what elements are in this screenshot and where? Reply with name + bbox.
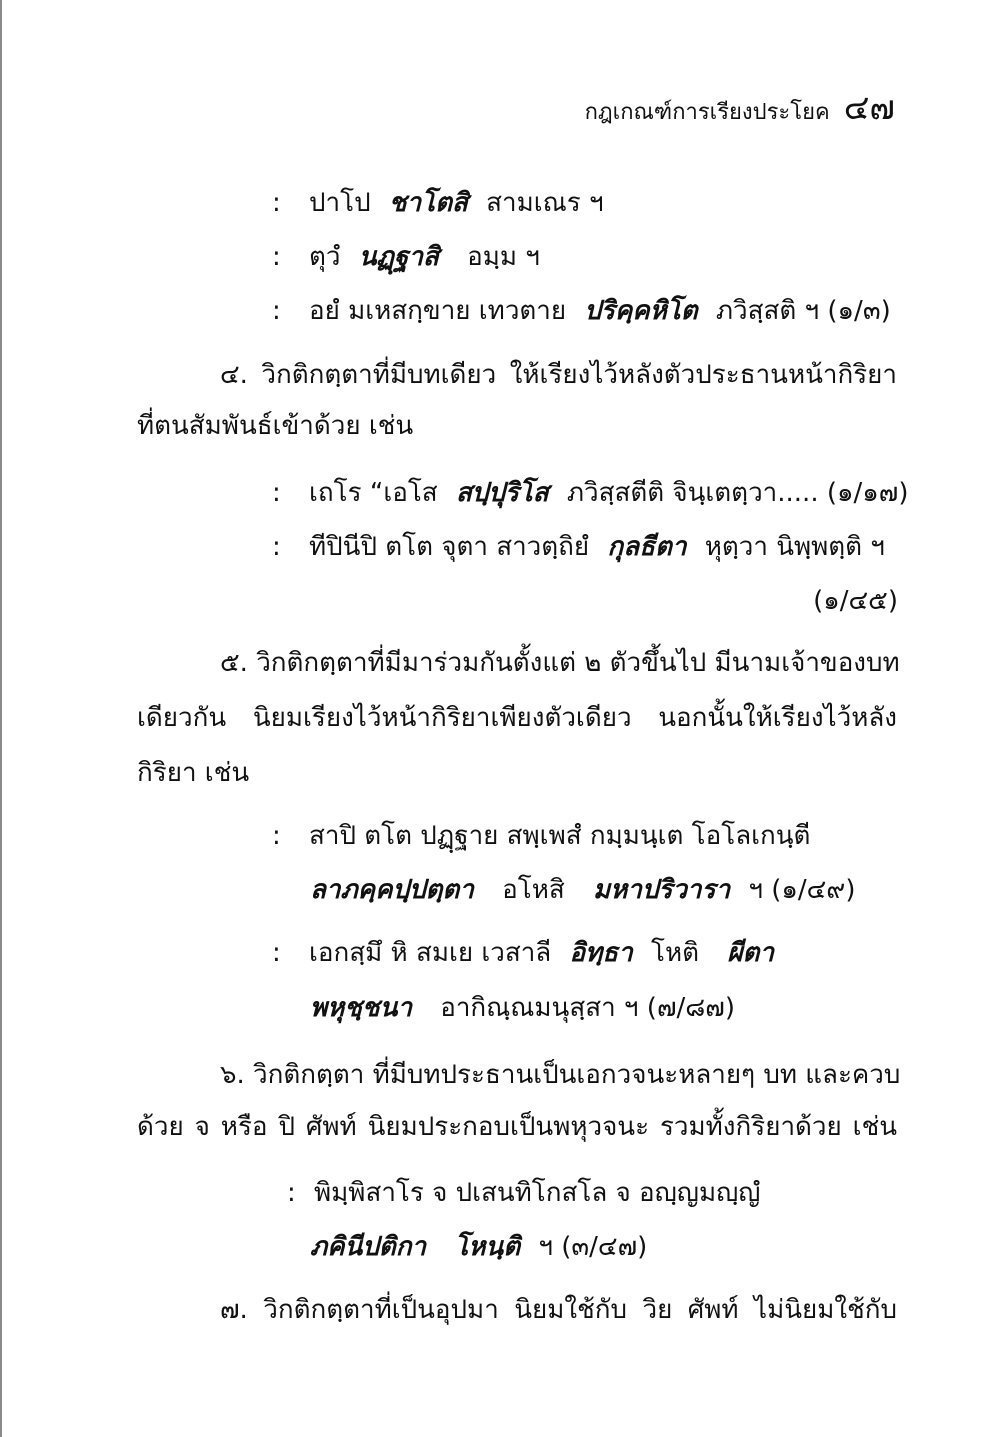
pali-text: เถโร “เอโส	[309, 478, 438, 508]
paragraph-4-line-2: ที่ตนสัมพันธ์เข้าด้วย เช่น	[137, 411, 414, 441]
page-border	[0, 0, 2, 1437]
pali-text: สาปิ ตโต ปฏฺฐาย สพฺเพสํ กมฺมนฺเต โอโลเกนฺตี	[309, 821, 811, 851]
bold-word: อิทฺธา	[569, 938, 633, 968]
paragraph-5-line-1: ๕. วิกติกตฺตาที่มีมาร่วมกันตั้งแต่ ๒ ตัวขึ้นไป มีนามเจ้าของบท	[220, 648, 900, 678]
example-line-4	[272, 473, 908, 513]
paragraph-5-line-3: กิริยา เช่น	[137, 758, 250, 788]
pali-text: อากิณฺณมนุสฺสา ฯ (๗/๘๗)	[440, 993, 736, 1023]
reference-number: (๑/๔๕)	[813, 586, 898, 616]
colon: :	[272, 938, 281, 968]
pali-text: อโหสิ	[502, 875, 565, 905]
pali-text: หุตฺวา นิพฺพตฺติ ฯ	[704, 532, 885, 562]
bold-word: ชาโตสิ	[388, 188, 468, 218]
bold-word: ผีตา	[727, 938, 774, 968]
pali-text: สามเณร ฯ	[486, 188, 604, 218]
colon: :	[272, 242, 281, 272]
pali-text: ภวิสฺสติ ฯ (๑/๓)	[715, 296, 891, 326]
colon: :	[272, 821, 281, 851]
pali-text: อมฺม ฯ	[467, 242, 540, 272]
running-header	[585, 80, 895, 134]
example-line-1	[272, 183, 604, 223]
bold-word: พหุชฺชนา	[310, 993, 412, 1023]
paragraph-4-line-1: ๔. วิกติกตฺตาที่มีบทเดียว ให้เรียงไว้หลังตัวประธานหน้ากิริยา	[220, 360, 897, 390]
pali-text: ฯ (๑/๔๙)	[748, 875, 856, 905]
pali-text: ภวิสฺสตีติ จินฺเตตฺวา..... (๑/๑๗)	[566, 478, 909, 508]
colon: :	[272, 532, 281, 562]
example-line-6	[272, 816, 810, 856]
colon: :	[272, 296, 281, 326]
example-line-6-continued	[310, 870, 855, 910]
pali-text: ปาโป	[309, 188, 371, 218]
page-number: ๔๗	[843, 88, 895, 128]
pali-text: ตุวํ	[309, 242, 341, 272]
pali-text: ฯ (๓/๔๗)	[538, 1232, 648, 1262]
paragraph-7-line-1: ๗. วิกติกตฺตาที่เป็นอุปมา นิยมใช้กับ วิย ศัพท์ ไม่นิยมใช้กับ	[220, 1295, 897, 1325]
example-line-5	[272, 527, 885, 567]
example-line-8-continued	[310, 1227, 647, 1267]
bold-word: โหนฺติ	[454, 1232, 521, 1262]
bold-word: กุลธีตา	[607, 532, 687, 562]
paragraph-6-line-2: ด้วย จ หรือ ปิ ศัพท์ นิยมประกอบเป็นพหุวจนะ รวมทั้งกิริยาด้วย เช่น	[137, 1112, 897, 1142]
bold-word: ลาภคฺคปฺปตฺตา	[310, 875, 474, 905]
example-line-8	[287, 1173, 760, 1213]
paragraph-6-line-1: ๖. วิกติกตฺตา ที่มีบทประธานเป็นเอกวจนะหลายๆ บท และควบ	[220, 1060, 901, 1090]
bold-word: ภคินีปติกา	[310, 1232, 427, 1262]
header-title: กฎเกณฑ์การเรียงประโยค	[584, 100, 830, 125]
paragraph-5-line-2: เดียวกัน นิยมเรียงไว้หน้ากิริยาเพียงตัวเดียว นอกนั้นให้เรียงไว้หลัง	[137, 703, 897, 733]
pali-text: โหติ	[651, 938, 699, 968]
pali-text: ทีปินีปิ ตโต จุตา สาวตฺถิยํ	[309, 532, 590, 562]
colon: :	[287, 1178, 296, 1208]
example-line-7	[272, 933, 774, 973]
bold-word: นฏฺฐาสิ	[358, 242, 439, 272]
bold-word: ปริคฺคหิโต	[584, 296, 698, 326]
pali-text: พิมฺพิสาโร จ ปเสนทิโกสโล จ อญฺญมญฺญํ	[314, 1178, 761, 1208]
example-line-3	[272, 291, 891, 331]
colon: :	[272, 478, 281, 508]
bold-word: สปฺปุริโส	[455, 478, 549, 508]
pali-text: เอกสฺมึ หิ สมเย เวสาลี	[309, 938, 552, 968]
example-line-2	[272, 237, 540, 277]
example-line-7-continued	[310, 988, 735, 1028]
bold-word: มหาปริวารา	[592, 875, 731, 905]
pali-text: อยํ มเหสกฺขาย เทวตาย	[309, 296, 567, 326]
colon: :	[272, 188, 281, 218]
